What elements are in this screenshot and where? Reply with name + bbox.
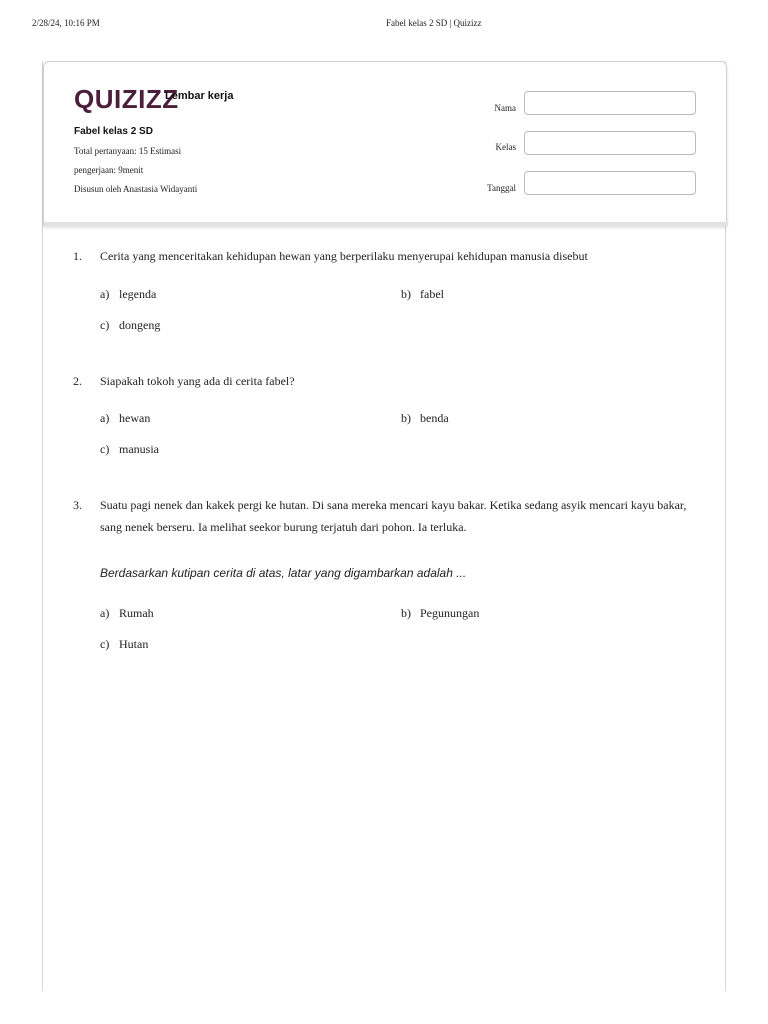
option-b[interactable] [401,604,479,622]
quiz-meta-line1: Total pertanyaan: 15 Estimasi [74,146,182,156]
worksheet-label: Lembar kerja [165,90,234,102]
question-text: Suatu pagi nenek dan kakek pergi ke hutan. Di sana mereka mencari kayu bakar. Ketika sedang asyik mencari kayu bakar, sang nenek berseru. Ia melihat seekor burung terjatuh dari pohon. Ia terluka. [100,498,687,534]
option-a[interactable] [100,285,156,303]
option-c[interactable] [100,635,148,653]
print-page-title: Fabel kelas 2 SD | Quizizz [386,18,482,28]
option-letter: a) [100,287,110,301]
quiz-author: Disusun oleh Anastasia Widayanti [74,184,198,194]
option-b[interactable] [401,409,449,427]
worksheet [42,61,726,991]
quiz-meta-line2: pengerjaan: 9menit [74,165,144,175]
name-label: Nama [494,103,516,113]
option-text: legenda [119,287,157,301]
option-a[interactable] [100,604,154,622]
print-datetime: 2/28/24, 10:16 PM [32,18,100,28]
class-field[interactable] [524,131,696,155]
question-text: Siapakah tokoh yang ada di cerita fabel? [100,374,295,388]
option-letter: a) [100,411,110,425]
date-field[interactable] [524,171,696,195]
worksheet-header [43,61,727,226]
question-prompt: Berdasarkan kutipan cerita di atas, latar yang digambarkan adalah ... [100,566,467,580]
option-text: Pegunungan [420,606,480,620]
option-c[interactable] [100,440,159,458]
option-text: manusia [119,442,159,456]
option-text: Rumah [119,606,154,620]
option-letter: b) [401,411,411,425]
option-text: fabel [420,287,444,301]
option-text: hewan [119,411,151,425]
option-letter: c) [100,442,110,456]
class-label: Kelas [495,142,516,152]
option-b[interactable] [401,285,444,303]
option-a[interactable] [100,409,150,427]
quiz-title: Fabel kelas 2 SD [74,126,153,137]
quizizz-logo: QUIZIZZ [74,84,179,114]
option-letter: c) [100,318,110,332]
print-header [0,18,768,32]
question-number: 3. [73,498,82,512]
option-c[interactable] [100,316,160,334]
header-divider [44,222,728,226]
option-letter: a) [100,606,110,620]
option-letter: b) [401,606,411,620]
question-number: 1. [73,249,82,263]
question-number: 2. [73,374,82,388]
option-text: Hutan [119,637,149,651]
option-text: benda [420,411,449,425]
option-text: dongeng [119,318,161,332]
option-letter: b) [401,287,411,301]
option-letter: c) [100,637,110,651]
question-text: Cerita yang menceritakan kehidupan hewan yang berperilaku menyerupai kehidupan manusia disebut [100,249,588,263]
name-field[interactable] [524,91,696,115]
date-label: Tanggal [487,183,516,193]
